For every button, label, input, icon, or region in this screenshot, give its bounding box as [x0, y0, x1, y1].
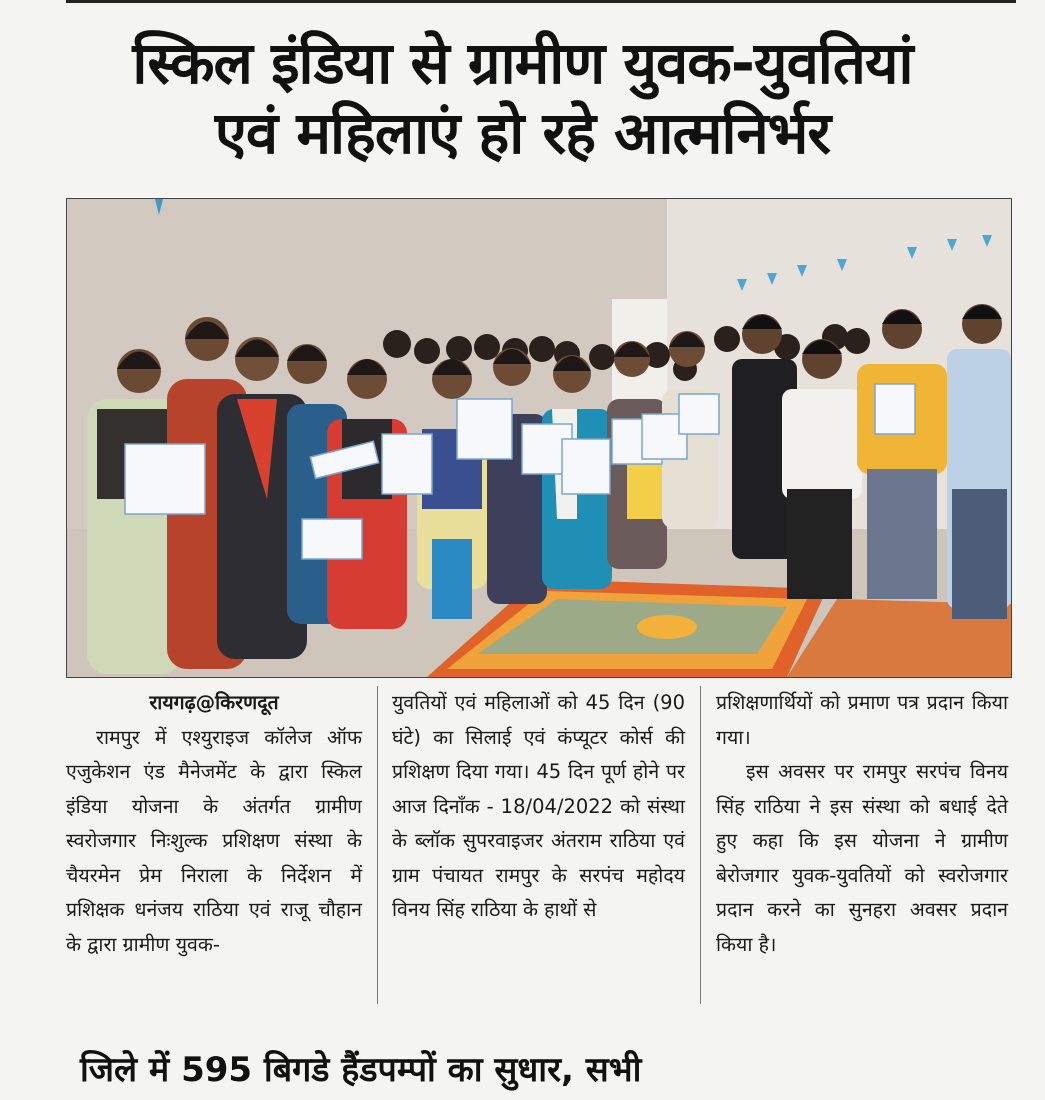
column-3-paragraph-2: इस अवसर पर रामपुर सरपंच विनय सिंह राठिया ने इस संस्था को बधाई देते हुए कहा कि इस योजना ने ग्रामीण बेरोजगार युवक-युवतियों को स्वरोजगार प्रदान करने का सुनहरा अवसर प्रदान किया है।: [716, 760, 1008, 956]
column-3-paragraph-1: प्रशिक्षणार्थियों को प्रमाण पत्र प्रदान किया गया।: [716, 691, 1008, 749]
group-photo-image: [67, 199, 1011, 677]
column-1-text: रामपुर में एश्युराइज कॉलेज ऑफ एजुकेशन एंड मैनेजमेंट के द्वारा स्किल इंडिया योजना के अंतर्गत ग्रामीण स्वरोजगार निःशुल्क प्रशिक्षण संस्था के चैयरमेन प्रेम निराला के निर्देशन में प्रशिक्षक धनंजय राठिया एवं राजू चौहान के द्वारा ग्रामीण युवक-: [66, 725, 362, 956]
article-column-1: [66, 686, 362, 962]
column-divider: [377, 686, 378, 1004]
column-divider: [700, 686, 701, 1004]
top-rule: [66, 0, 1016, 3]
column-2-text: युवतियों एवं महिलाओं को 45 दिन (90 घंटे) का सिलाई एवं कंप्यूटर कोर्स की प्रशिक्षण दिया गया। 45 दिन पूर्ण होने पर आज दिनाँक - 18/04/2022 को संस्था के ब्लॉक सुपरवाइजर अंतराम राठिया एवं ग्राम पंचायत रामपुर के सरपंच महोदय विनय सिंह राठिया के हाथों से: [392, 691, 685, 921]
group-photo: [66, 198, 1012, 678]
article-column-3: [716, 686, 1008, 962]
dateline: रायगढ़@किरणदूत: [149, 691, 279, 714]
next-article-headline: जिले में 595 बिगडे हैंडपम्पों का सुधार, सभी: [80, 1050, 642, 1090]
headline-line-2: एवं महिलाएं हो रहे आत्मनिर्भर: [214, 99, 831, 167]
headline-line-1: स्किल इंडिया से ग्रामीण युवक-युवतियां: [132, 29, 913, 97]
article-column-2: [392, 686, 685, 928]
headline: [40, 28, 1005, 168]
